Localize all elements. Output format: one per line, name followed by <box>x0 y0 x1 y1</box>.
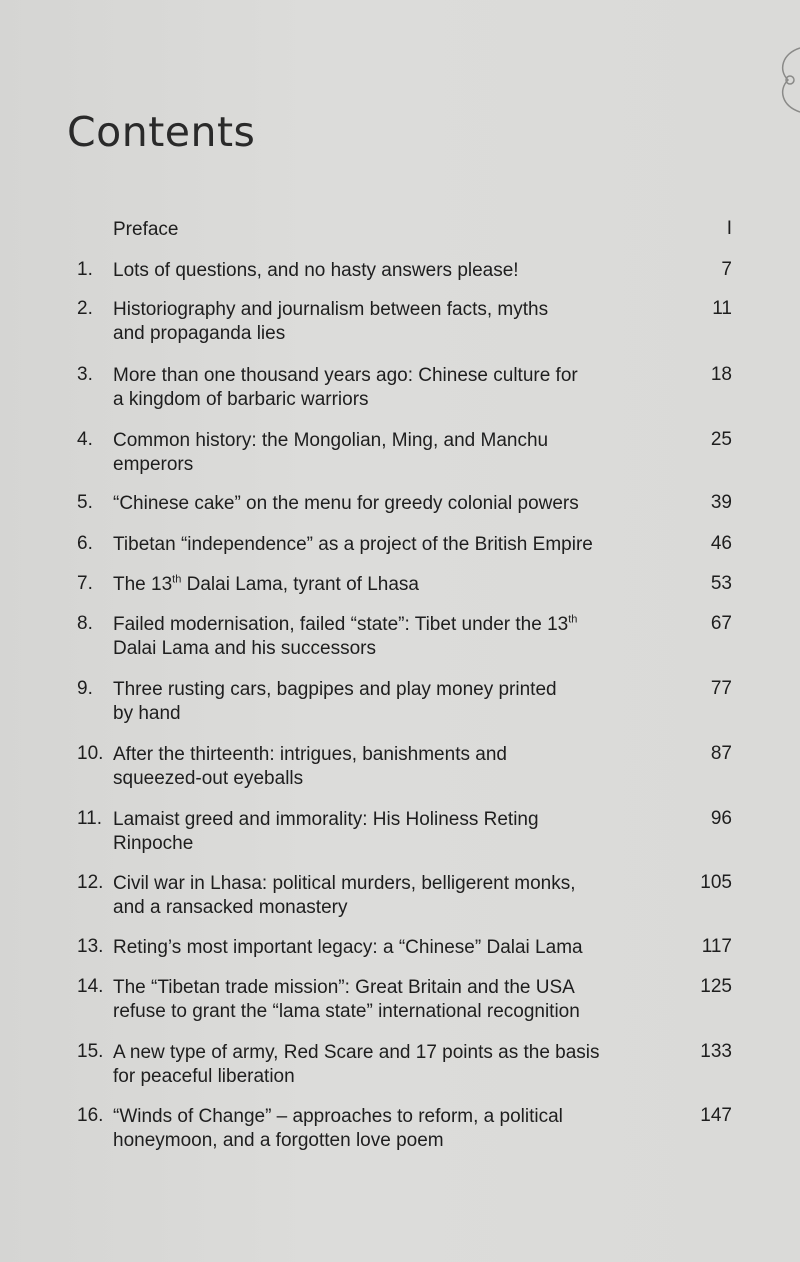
toc-entry-page: 67 <box>710 613 732 634</box>
toc-entry-page: 105 <box>700 872 732 893</box>
toc-entry-number: 10. <box>77 743 104 764</box>
toc-entry-number: 7. <box>77 573 93 594</box>
toc-entry-page: 18 <box>710 364 732 385</box>
toc-entry-title: More than one thousand years ago: Chinese culture for a kingdom of barbaric warriors <box>113 365 578 410</box>
toc-entry-title: “Chinese cake” on the menu for greedy colonial powers <box>113 493 579 514</box>
toc-entry-number: 1. <box>77 259 93 280</box>
toc-entry-number: 12. <box>77 872 104 893</box>
toc-entry-page: 7 <box>721 259 732 280</box>
toc-entry-title: Three rusting cars, bagpipes and play money printed by hand <box>113 679 557 724</box>
toc-entry-title: Failed modernisation, failed “state”: Tibet under the 13th Dalai Lama and his successors <box>113 613 578 659</box>
ornament-icon <box>760 40 800 120</box>
toc-entry-title: Lots of questions, and no hasty answers please! <box>113 260 519 281</box>
toc-entry-page: I <box>726 218 732 239</box>
toc-entry-page: 11 <box>712 298 732 319</box>
toc-entry-title: The “Tibetan trade mission”: Great Britain and the USA refuse to grant the “lama state” international recognition <box>113 977 580 1022</box>
toc-entry-page: 133 <box>700 1041 732 1062</box>
toc-entry-number: 15. <box>77 1041 104 1062</box>
toc-entry-page: 25 <box>710 429 732 450</box>
toc-entry-title: Civil war in Lhasa: political murders, belligerent monks, and a ransacked monastery <box>113 873 576 918</box>
toc-entry-title: “Winds of Change” – approaches to reform, a political honeymoon, and a forgotten love poem <box>113 1106 563 1151</box>
toc-entry-title: Tibetan “independence” as a project of the British Empire <box>113 534 593 555</box>
toc-entry-page: 147 <box>700 1105 732 1126</box>
toc-entry-number: 8. <box>77 613 93 634</box>
toc-entry-title: Preface <box>113 219 179 240</box>
toc-entry-title: Historiography and journalism between facts, myths and propaganda lies <box>113 299 549 344</box>
toc-entry-number: 2. <box>77 298 93 319</box>
toc-entry-number: 9. <box>77 678 93 699</box>
toc-entry-number: 6. <box>77 533 93 554</box>
toc-entry-number: 13. <box>77 936 104 957</box>
page-title: Contents <box>67 108 256 156</box>
toc-entry-page: 125 <box>700 976 732 997</box>
toc-entry-page: 96 <box>710 808 732 829</box>
toc-entry-title: After the thirteenth: intrigues, banishments and squeezed-out eyeballs <box>113 744 507 789</box>
toc-entry-page: 46 <box>710 533 732 554</box>
toc-entry-page: 87 <box>710 743 732 764</box>
toc-entry-title: Lamaist greed and immorality: His Holiness Reting Rinpoche <box>113 809 539 854</box>
toc-entry-number: 5. <box>77 492 93 513</box>
toc-entry-number: 14. <box>77 976 104 997</box>
toc-entry-number: 4. <box>77 429 93 450</box>
toc-entry-page: 117 <box>701 936 732 957</box>
toc-entry-number: 11. <box>77 808 103 829</box>
toc-entry-title: A new type of army, Red Scare and 17 points as the basis for peaceful liberation <box>113 1042 600 1087</box>
toc-entry-title: Common history: the Mongolian, Ming, and Manchu emperors <box>113 430 549 475</box>
toc-entry-page: 77 <box>710 678 732 699</box>
toc-entry-page: 39 <box>710 492 732 513</box>
toc-entry-number: 3. <box>77 364 93 385</box>
toc-entry-number: 16. <box>77 1105 104 1126</box>
toc-entry-page: 53 <box>710 573 732 594</box>
toc-entry-title: The 13th Dalai Lama, tyrant of Lhasa <box>113 573 419 595</box>
toc-entry-title: Reting’s most important legacy: a “Chinese” Dalai Lama <box>113 937 583 958</box>
